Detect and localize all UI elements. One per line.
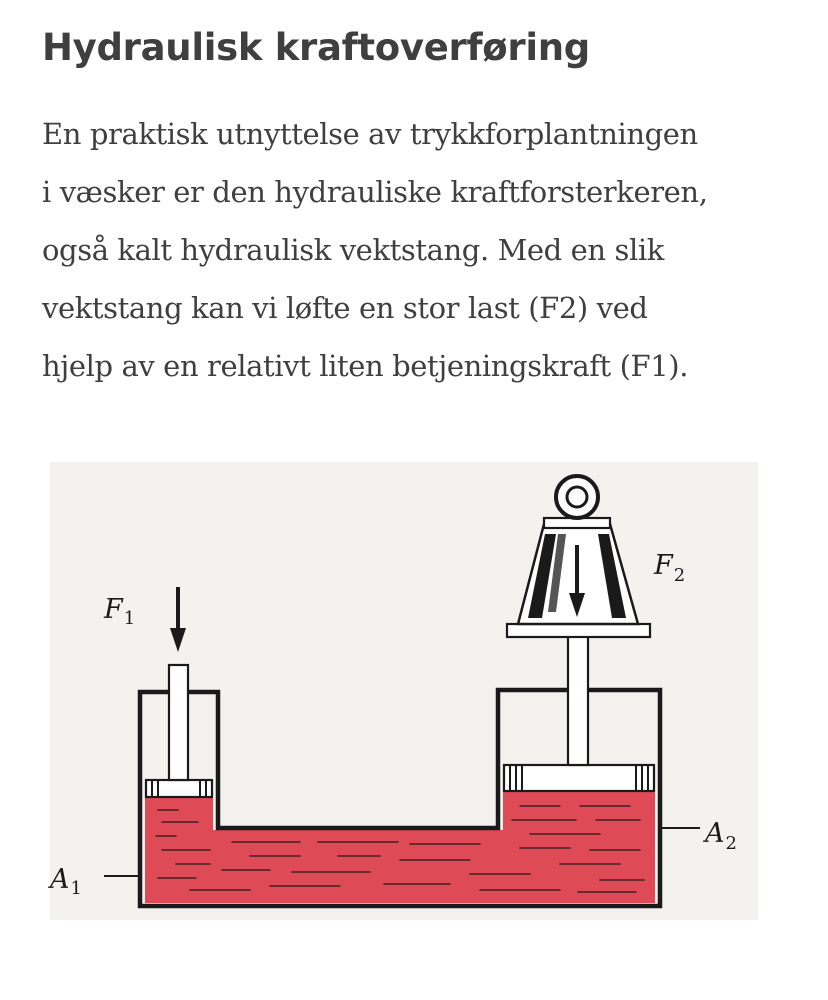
paragraph-line: hjelp av en relativt liten betjeningskraft (F1). bbox=[42, 349, 689, 383]
label-f2-sub: 2 bbox=[673, 565, 686, 586]
label-f2-main: F bbox=[654, 550, 673, 581]
label-f1-sub: 1 bbox=[123, 608, 136, 629]
label-a2-sub: 2 bbox=[725, 833, 737, 854]
label-f1-main: F bbox=[104, 594, 123, 625]
label-a1-sub: 1 bbox=[70, 878, 82, 899]
paragraph-line: En praktisk utnyttelse av trykkforplantningen bbox=[42, 117, 698, 151]
page-title: Hydraulisk kraftoverføring bbox=[42, 26, 590, 69]
label-a2-main: A bbox=[705, 818, 725, 849]
paragraph-line: vektstang kan vi løfte en stor last (F2) ved bbox=[42, 291, 648, 325]
paragraph-line: i væsker er den hydrauliske kraftforsterkeren, bbox=[42, 175, 708, 209]
label-a1-main: A bbox=[50, 864, 70, 895]
paragraph-line: også kalt hydraulisk vektstang. Med en slik bbox=[42, 233, 664, 267]
